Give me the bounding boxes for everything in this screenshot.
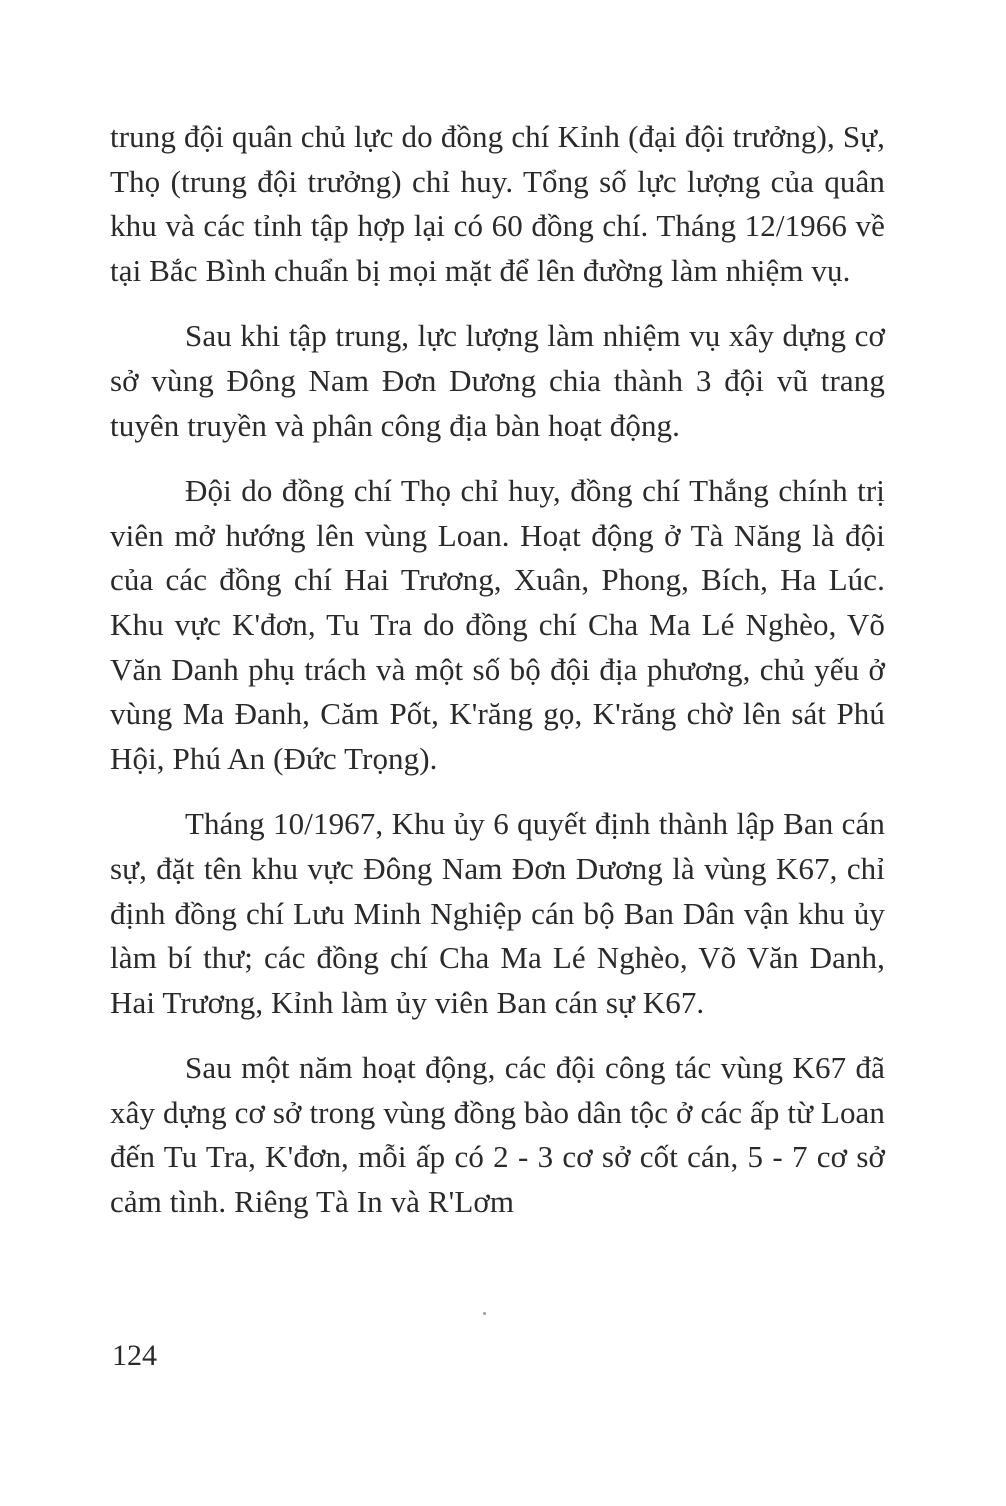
- page-number: 124: [112, 1339, 157, 1372]
- paragraph-5: Sau một năm hoạt động, các đội công tác vùng K67 đã xây dựng cơ sở trong vùng đồng bào dân tộc ở các ấp từ Loan đến Tu Tra, K'đơn, mỗi ấp có 2 - 3 cơ sở cốt cán, 5 - 7 cơ sở cảm tình. Riêng Tà In và R'Lơm: [110, 1050, 885, 1220]
- paragraph-4: Tháng 10/1967, Khu ủy 6 quyết định thành lập Ban cán sự, đặt tên khu vực Đông Nam Đơn Dương là vùng K67, chỉ định đồng chí Lưu Minh Nghiệp cán bộ Ban Dân vận khu ủy làm bí thư; các đồng chí Cha Ma Lé Nghèo, Võ Văn Danh, Hai Trương, Kỉnh làm ủy viên Ban cán sự K67.: [110, 806, 885, 1020]
- paragraph-1: trung đội quân chủ lực do đồng chí Kỉnh (đại đội trưởng), Sự, Thọ (trung đội trưởng) chỉ huy. Tổng số lực lượng của quân khu và các tỉnh tập hợp lại có 60 đồng chí. Tháng 12/1966 về tại Bắc Bình chuẩn bị mọi mặt để lên đường làm nhiệm vụ.: [110, 119, 885, 288]
- scan-speck: [483, 1312, 486, 1315]
- paragraph-3: Đội do đồng chí Thọ chỉ huy, đồng chí Thắng chính trị viên mở hướng lên vùng Loan. Hoạt động ở Tà Năng là đội của các đồng chí Hai Trương, Xuân, Phong, Bích, Ha Lúc. Khu vực K'đơn, Tu Tra do đồng chí Cha Ma Lé Nghèo, Võ Văn Danh phụ trách và một số bộ đội địa phương, chủ yếu ở vùng Ma Đanh, Căm Pốt, K'răng gọ, K'răng chờ lên sát Phú Hội, Phú An (Đức Trọng).: [110, 473, 885, 776]
- paragraph-2: Sau khi tập trung, lực lượng làm nhiệm vụ xây dựng cơ sở vùng Đông Nam Đơn Dương chia thành 3 đội vũ trang tuyên truyền và phân công địa bàn hoạt động.: [110, 318, 885, 443]
- body-text: [110, 115, 885, 1246]
